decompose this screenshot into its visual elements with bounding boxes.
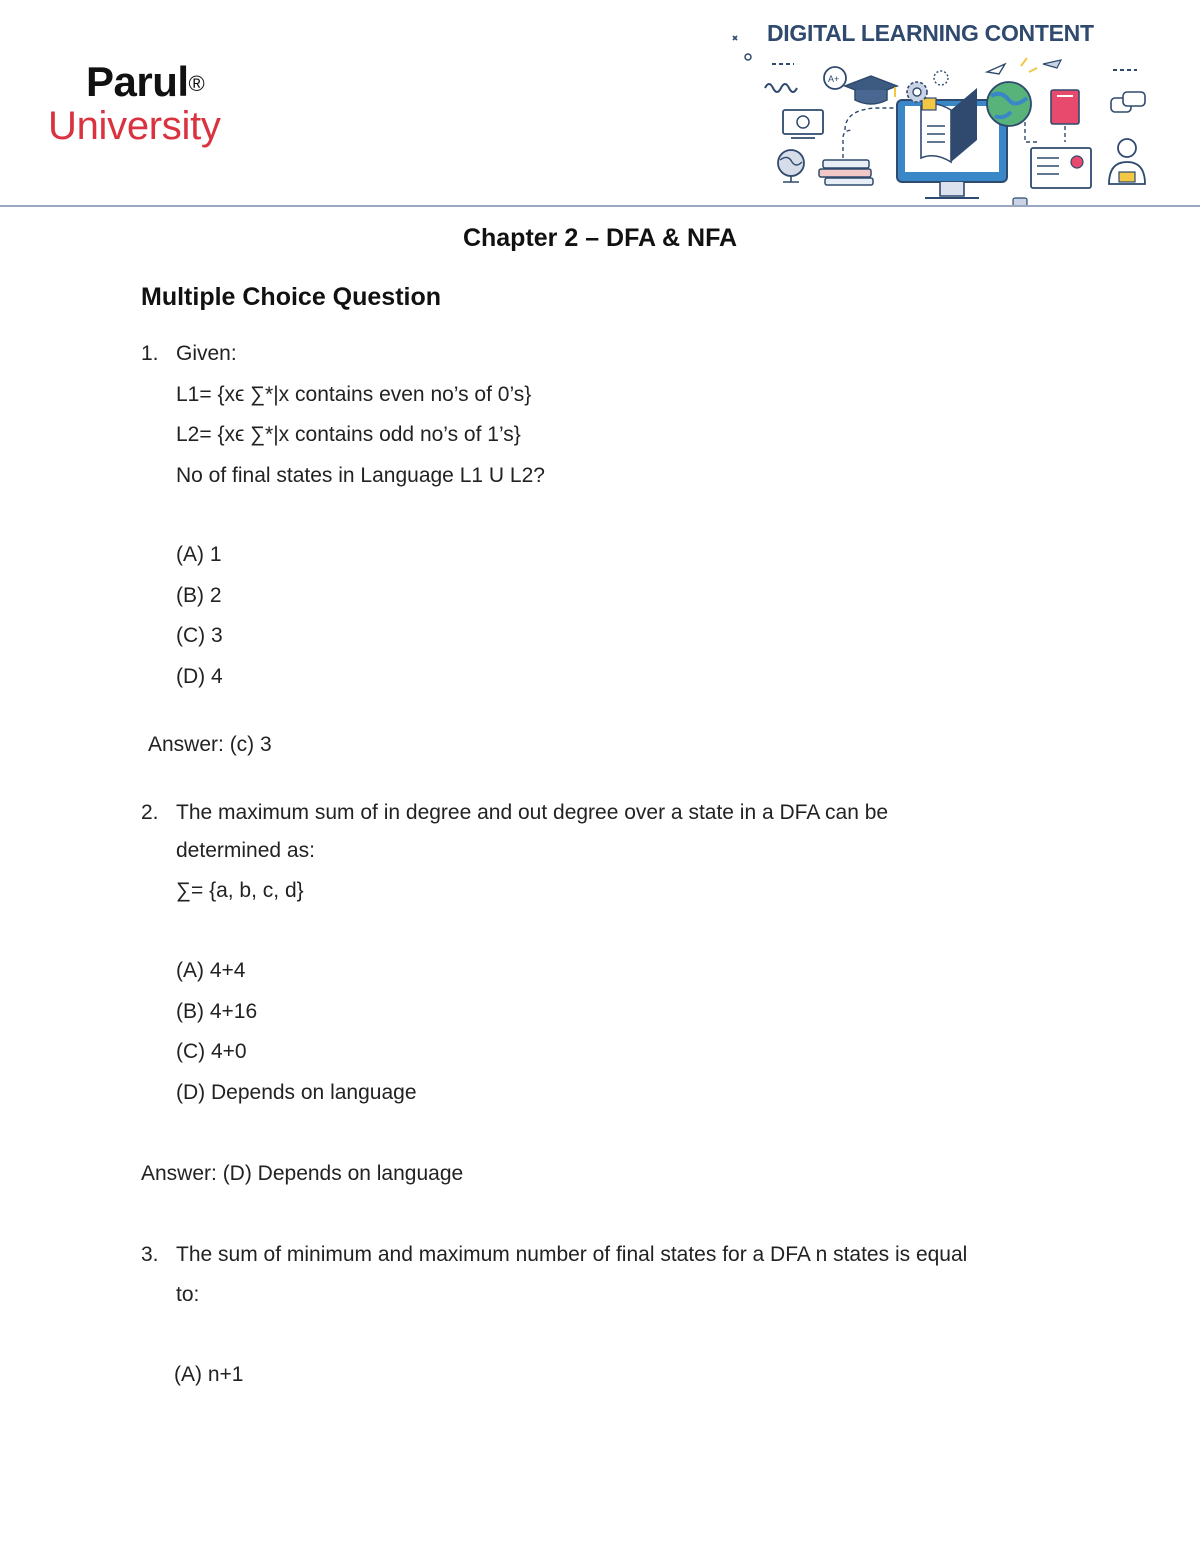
sparkle-icon — [733, 36, 737, 40]
question-text: Given: — [176, 342, 237, 365]
section-title: Multiple Choice Question — [141, 283, 442, 311]
chat-icon — [1111, 70, 1145, 112]
banner-title: DIGITAL LEARNING CONTENT — [767, 20, 1094, 46]
option-a: (A) 1 — [176, 543, 222, 566]
monitor-icon — [897, 71, 1007, 198]
globe-small-icon — [778, 150, 804, 182]
option-b: (B) 4+16 — [176, 1000, 258, 1023]
globe-icon — [987, 82, 1031, 126]
answer: Answer: (c) 3 — [148, 733, 272, 756]
question-text: The maximum sum of in degree and out degree over a state in a DFA can be — [176, 801, 889, 824]
svg-text:A+: A+ — [828, 74, 840, 84]
question-text: to: — [176, 1283, 200, 1306]
question-text: No of final states in Language L1 U L2? — [176, 464, 545, 487]
books-icon — [819, 160, 873, 185]
question-number: 1. — [141, 342, 159, 365]
grade-badge-icon — [824, 67, 846, 89]
option-d: (D) Depends on language — [176, 1081, 417, 1104]
person-icon — [1109, 139, 1145, 184]
question-text: L1= {xϵ ∑*|x contains even no’s of 0’s} — [176, 383, 532, 406]
graduation-cap-icon — [845, 76, 897, 104]
option-c: (C) 3 — [176, 624, 223, 647]
chapter-title: Chapter 2 – DFA & NFA — [462, 224, 738, 252]
university-logo-subtitle: University — [48, 104, 221, 148]
option-d: (D) 4 — [176, 665, 223, 688]
question-text: ∑= {a, b, c, d} — [176, 879, 304, 902]
digital-learning-illustration — [725, 30, 1165, 206]
video-icon — [783, 110, 823, 138]
header-divider — [0, 205, 1200, 207]
answer: Answer: (D) Depends on language — [141, 1162, 464, 1185]
option-a: (A) 4+4 — [176, 959, 246, 982]
university-logo-name: Parul® — [86, 58, 205, 105]
page-header — [0, 0, 1200, 206]
question-text: determined as: — [176, 839, 315, 862]
certificate-icon — [1031, 148, 1091, 188]
gear-icon — [907, 71, 948, 102]
question-text: The sum of minimum and maximum number of final states for a DFA n states is equal — [176, 1243, 968, 1266]
question-number: 3. — [141, 1243, 159, 1266]
question-text: L2= {xϵ ∑*|x contains odd no’s of 1’s} — [176, 423, 521, 446]
question-number: 2. — [141, 801, 159, 824]
option-a: (A) n+1 — [174, 1363, 244, 1386]
notebook-icon — [1051, 90, 1079, 124]
option-b: (B) 2 — [176, 584, 222, 607]
option-c: (C) 4+0 — [176, 1040, 247, 1063]
